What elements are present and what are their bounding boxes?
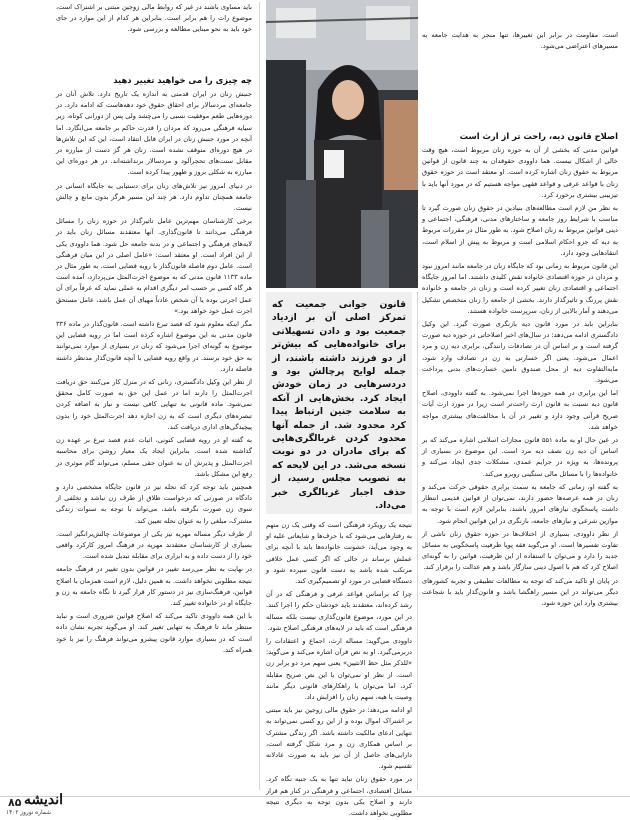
right-paragraph: به نظر من لازم است مطالعه‌های بنیادین در حقوق زنان صورت گیرد تا مناسب با شرایط روز جامعه و ساختارهای مدنی، فرهنگی، اجتماعی و دینی قوانین مربوط به زنان اصلاح شود. به طور مثال در مقررات مربوط به دیه که جزو احکام اسلامی است و مربوط به پیش از اسلام است، انتقادهایی وجود دارد. [422, 204, 618, 257]
right-paragraph: این قانون مربوط به زمانی بود که جایگاه زنان در جامعه مانند امروز نبود و مردان در حوزه اقتصادی خانواده نقش کلیدی داشتند. اما امروز جایگاه اجتماعی و اقتصادی زنان تغییر کرده است و زنان در جامعه و خانواده نقش پررنگ و تاثیرگذار دارند. بخشی از جامعه را زنان متخصص تشکیل می‌دهند و آمار بالایی از زنان، سرپرست خانواده هستند. [422, 262, 618, 315]
article-photo [266, 0, 418, 288]
right-column-top-fragment [422, 30, 618, 110]
column-divider [417, 292, 418, 790]
left-paragraph: به گفته او در رویه قضایی کنونی، اثبات عدم قصد تبرع بر عهده زن گذاشته شده است. بنابراین ایجاد یک معیار روشن برای محاسبه اجرت‌المثل و پذیرش آن به عنوان حقی مسلم، می‌تواند گام موثری در رفع این مشکل باشد. [56, 436, 252, 478]
left-column-heading: چه چیزی را می خواهید تغییر دهید [113, 75, 252, 85]
left-paragraph: در نهایت به نظر می‌رسد تغییر در قوانین بدون تغییر در فرهنگ جامعه نتیجه مطلوبی نخواهد داشت. به همین دلیل، لازم است همزمان با اصلاح قوانین، فرهنگ‌سازی نیز در دستور کار قرار گیرد تا نگاه جامعه به زن و جایگاه او در خانواده تغییر کند. [56, 565, 252, 607]
right-paragraph: بنابراین باید در مورد قانون دیه بازنگری صورت گیرد. این وکیل دادگستری ادامه می‌دهد: در سال‌های اخیر اصلاحاتی در حوزه دیه صورت گرفته است و بر اساس آن در تصادفات رانندگی، برابری دیه زن و مرد اعمال می‌شود. یعنی اگر خسارتی به زن در تصادف وارد شود، مابه‌التفاوت دیه از محل صندوق تامین خسارت‌های بدنی پرداخت می‌شود. [422, 320, 618, 385]
right-paragraph: از نظر داوودی، بسیاری از اختلاف‌ها در حوزه حقوق زنان ناشی از تفاوت تفسیرها است. او می‌گوید فقه پویا ظرفیت پاسخگویی به مسائل جدید را دارد و می‌توان با استفاده از این ظرفیت، قوانین را به گونه‌ای اصلاح کرد که هم با اصول دینی سازگار باشد و هم عدالت را برقرار کند. [422, 529, 618, 572]
left-paragraph: از طرف دیگر مساله مهریه نیز یکی از موضوعات چالش‌برانگیز است. بسیاری از کارشناسان معتقدند مهریه در فرهنگ امروز کارکرد واقعی خود را از دست داده و به ابزاری برای مقابله تبدیل شده است. [56, 529, 252, 561]
right-column-heading: اصلاح قانون دیه، راحت تر از ارث است [459, 131, 618, 141]
middle-column [266, 520, 412, 818]
left-paragraph: جنبش زنان در ایران قدمتی به اندازه یک تاریخ دارد. تلاش آنان در جامعه‌ای مردسالار برای احقاق حقوق خود دهه‌هاست که ادامه دارد. در دوره‌هایی طعم موفقیت نسبی را می‌چشد ولی پس از دورانی کوتاه، زیر سیایه فرهنگی می‌رود که مردان را قدرت حاکم بر جامعه می‌انگارد. اما آنچه در مورد جنبش زنان در ایران قابل انتقاد است، این که این تلاش‌ها در هیچ دوره‌ای متوقف نشده است. زنان هر گز دست از مبارزه در مقابل سنت‌های تحجرآلود و مردسالار برنداشته‌اند. در هر دوره‌ای این مبارزه به شکلی بروز و ظهور پیدا کرده است. [56, 90, 252, 177]
left-column-top-fragment: باید مساوی باشند در غیر که روابط مالی زوجین مبتنی بر اشتراک است، موضوع رات را هم برابر است. بنابراین هر کدام از این موارد در جای خود باید به نحو مبنایی مطالعه و بررسی شود. [56, 3, 252, 34]
column-divider [259, 2, 260, 790]
left-paragraph: مگر اینکه معلوم شود که قصد تبرع داشته است. قانون‌گذار در ماده ۳۳۶ قانون مدنی به این موضوع اشاره کرده است اما در رویه قضایی این موضوع به گونه‌ای اجرا می‌شود که زنان در بسیاری از موارد نمی‌توانند به حق خود برسند. در واقع رویه قضایی با آنچه قانون‌گذار مدنظر داشته فاصله دارد. [56, 320, 252, 373]
middle-paragraph: او ادامه می‌دهد: در حقوق مالی زوجین نیز باید مبتنی بر اشتراک اموال بوده و از این رو کسی نمی‌تواند به تنهایی ادعای مالکیت داشته باشد. اگر زندگی مشترک بر اساس همکاری زن و مرد شکل گرفته است، دارایی‌های حاصل از آن نیز باید به صورت عادلانه تقسیم شود. [266, 706, 412, 771]
middle-paragraph: نتیجه یک رویکرد فرهنگی است که وقتی یک زن متهم به رفتارهایی می‌شود که با حرف‌ها و شایعاتی علیه او به وجود می‌آید، خشونت خانواده‌ها باید با آنچه برای عملش برساند در حالی که اگر کسی عمل خلافی مرتکب شده باشد به دست قانون سپرده شود و دستگاه قضایی در مورد او تصمیم‌گیری کند. [266, 521, 412, 586]
left-paragraph: در دنیای امروز نیز تلاش‌های زنان برای دستیابی به جایگاه انسانی در جامعه همچنان تداوم دارد. هر چند این مسیر هرگز بدون مانع و چالش نیست. [56, 181, 252, 213]
middle-paragraph: چرا که براساس قواعد عرفی و فرهنگی که در آن رشد کرده‌اند، معتقدند باید خودشان حکم را اجرا کنند. در این مورد، موضوع قانون‌گذاری نیست بلکه مساله فرهنگی است که باید در لایه‌های فرهنگی اصلاح شود. [266, 590, 412, 632]
left-paragraph: برخی کارشناسان مهم‌ترین عامل تاثیرگذار در حوزه زنان را مسائل فرهنگی می‌دانند تا قانون‌گذاری. آنها معتقدند مسائل زنان باید در لایه‌های فرهنگی و اجتماعی و در بدنه جامعه حل شود. هما داوودی یکی از این افراد است. او معتقد است: «عامل اصلی در این میان فرهنگی است. عامل دوم فاصله قانون‌گذار با رویه قضایی است. به طور مثال در ماده ۱۱۳۳ قانون مدنی که به موضوع اجرت‌المثل می‌پردازد، آمده است هر گاه کسی بر حسب امر دیگری اقدام به عملی نماید که عرفاً برای آن عمل اجرتی بوده یا آن شخص عادتاً مهیای آن عمل باشد، عامل مستحق اجرت عمل خود خواهد بود.» [56, 217, 253, 315]
page-number: ۸۵ [8, 796, 22, 809]
right-paragraph: به گفته او، زمانی که جامعه به سمت برابری حقوقی حرکت می‌کند و زنان در همه عرصه‌ها حضور دارند، نمی‌توان از قوانین قدیمی انتظار داشت پاسخگوی نیازهای امروز باشند. بنابراین لازم است با توجه به موازین شرعی و نیازهای جامعه، بازنگری در این قوانین انجام شود. [422, 482, 618, 525]
middle-paragraph: در مورد حقوق زنان نباید تنها به یک جنبه نگاه کرد. مسائل اقتصادی، اجتماعی و فرهنگی در کنار هم قرار دارند و اصلاح یکی بدون توجه به دیگری نتیجه مطلوبی نخواهد داشت. [266, 775, 412, 818]
right-paragraph: در عین حال او به ماده ۵۵۱ قانون مجازات اسلامی اشاره می‌کند که بر اساس آن دیه زن نصف دیه مرد است. این موضوع در بسیاری از پرونده‌ها، به ویژه در جرایم عمدی، مشکلات جدی ایجاد می‌کند و خانواده‌ها را با مسائل مالی سنگینی روبرو می‌کند. [422, 436, 618, 478]
right-paragraph: اما این برابری در همه حوزه‌ها اجرا نمی‌شود. به گفته داوودی، اصلاح قانون دیه نسبت به قانون ارث راحت‌تر است زیرا در مورد ارث آیات صریح قرآنی وجود دارد و تغییر در آن با مخالفت‌های بیشتری مواجه خواهد شد. [422, 389, 618, 431]
right-paragraph: در پایان او تاکید می‌کند که توجه به مطالعات تطبیقی و تجربه کشورهای دیگر می‌تواند در این مسیر راهگشا باشد و قانون‌گذار باید با شجاعت بیشتری وارد این حوزه شود. [422, 576, 618, 607]
left-paragraph: با این همه داوودی تاکید می‌کند که اصلاح قوانین ضروری است و نباید منتظر ماند تا فرهنگ به تنهایی تغییر کند. او می‌گوید تجربه نشان داده است که در بسیاری موارد قانون پیشرو می‌تواند فرهنگ را نیز با خود همراه کند. [56, 612, 252, 654]
issue-label: شماره نوروز ۱۴۰۲ [6, 810, 51, 816]
pull-quote: قانون جوانی جمعیت که تمرکز اصلی آن بر ازدیاد جمعیت بود و دادن تسهیلاتی برای خانواده‌هایی که بیش‌تر از دو فرزند داشته باشند، از جمله لوایح پرچالش بود و دردسرهایی در زمان خودش ایجاد کرد. بخش‌هایی از آنکه به سلامت جنین ارتباط پیدا کرد محدود شد. از جمله آنها محدود کردن غربالگری‌هایی که برای مادران در دو نوبت نسخه می‌شد. در این لایحه که به تصویب مجلس رسید، از حذف اجبار غربالگری خبر می‌داد. [266, 292, 412, 514]
right-top-paragraph: است. مقاومت در برابر این تغییرها، تنها منجر به هدایت جامعه به مسیرهای اعتراضی می‌شود. [422, 31, 618, 51]
left-paragraph: از نظر این وکیل دادگستری، زنانی که در منزل کار می‌کنند حق دریافت اجرت‌المثل را دارند اما در عمل این حق به صورت کامل محقق نمی‌شود. ماده قانونی به تنهایی کافی نیست و نیاز به اضافه کردن تبصره‌های دیگری است که به زن اجازه دهد اجرت‌المثل خود را بدون پیچیدگی‌های اداری دریافت کند. [56, 378, 252, 431]
left-column [56, 72, 252, 790]
right-column [422, 128, 618, 790]
footer-rule [0, 796, 630, 797]
right-paragraph: قوانین مدنی که بخشی از آن به حوزه زنان مربوط است، هیچ وقت خالی از اشکال نیست. هما داوودی حقوقدان به چند قانون از قوانین مربوط به حقوق زنان اشاره کرده است. او معتقد است در حوزه حقوق زنان با قواعد عرفی و قواعد فقهی مواجه هستیم که در مورد آنها باید با تیزبینی بیشتری برخورد کرد. [422, 146, 618, 199]
middle-paragraph: داوودی می‌گوید: مساله ارث، اجماع و اعتقادات را دربرمی‌گیرد. او به نص قرآن اشاره می‌کند و می‌گوید: «للذکر مثل حظ الانثیین» یعنی سهم مرد دو برابر زن است. از نظر او نمی‌توان با این نص صریح مقابله کرد، اما می‌توان با راهکارهای قانونی دیگر مانند وصیت یا هبه، سهم زنان را افزایش داد. [266, 637, 412, 702]
left-paragraph: همچنین باید توجه کرد که نحله نیز در قانون جایگاه مشخصی دارد و دادگاه در صورتی که درخواست طلاق از طرف زن نباشد و تخلفی از سوی زن صورت نگرفته باشد، می‌تواند با توجه به سنوات زندگی مشترک، مبلغی را به عنوان نحله تعیین کند. [56, 482, 252, 525]
photo-illustration [266, 0, 418, 288]
magazine-logo: اندیشه [24, 792, 64, 808]
